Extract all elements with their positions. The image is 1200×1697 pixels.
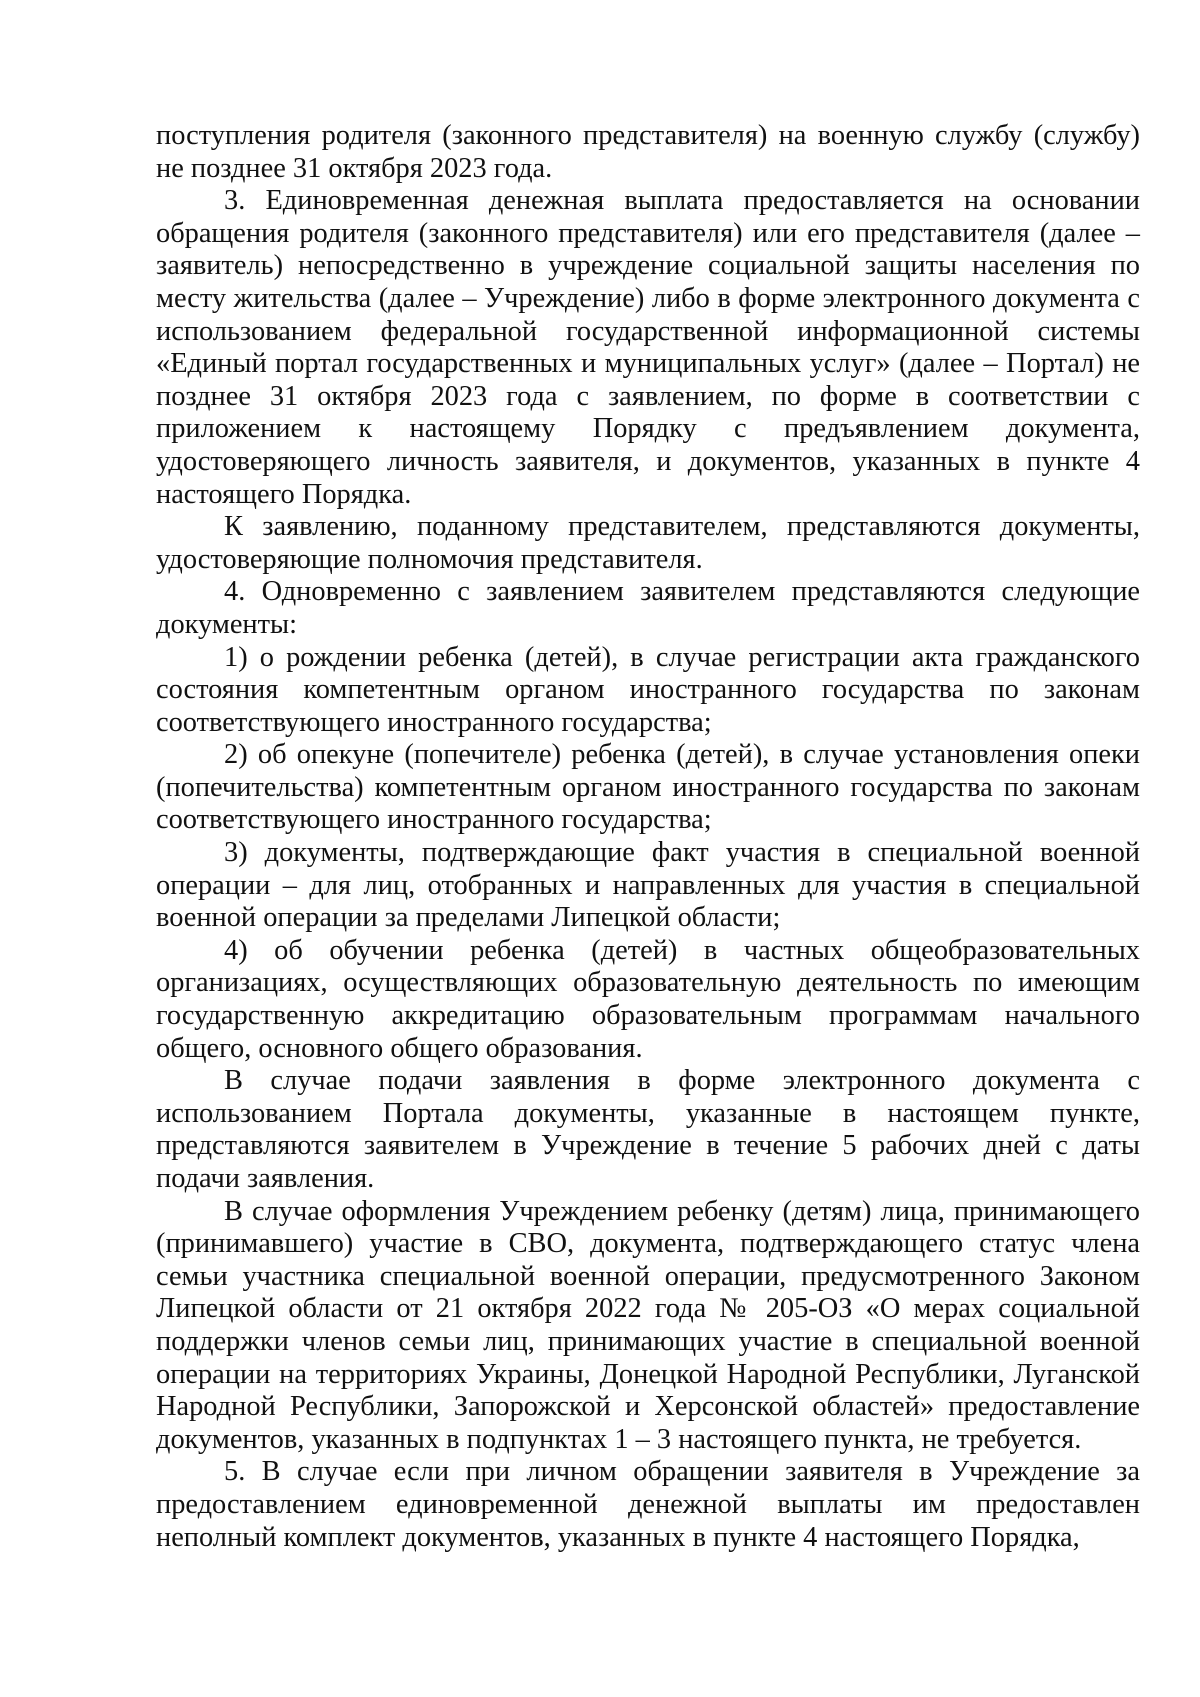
- paragraph-item-4: 4. Одновременно с заявлением заявителем представляются следующие документы:: [156, 576, 1140, 640]
- paragraph-svo-status: В случае оформления Учреждением ребенку (детям) лица, принимающего (принимавшего) участие в СВО, документа, подтверждающего статус члена семьи участника специальной военной операции, предусмотренного Законом Липецкой области от 21 октября 2022 года № 205-ОЗ «О мерах социальной поддержки членов семьи лиц, принимающих участие в специальной военной операции на территориях Украины, Донецкой Народной Республики, Луганской Народной Республики, Запорожской и Херсонской областей» предоставление документов, указанных в подпунктах 1 – 3 настоящего пункта, не требуется.: [156, 1195, 1140, 1455]
- paragraph-continuation: поступления родителя (законного представителя) на военную службу (службу) не позднее 31 октября 2023 года.: [156, 120, 1140, 184]
- subitem-2: 2) об опекуне (попечителе) ребенка (детей), в случае установления опеки (попечительства) компетентным органом иностранного государства по законам соответствующего иностранного государства;: [156, 739, 1140, 836]
- subitem-4: 4) об обучении ребенка (детей) в частных общеобразовательных организациях, осуществляющих образовательную деятельность по имеющим государственную аккредитацию образовательным программам начального общего, основного общего образования.: [156, 934, 1140, 1064]
- paragraph-electronic-submission: В случае подачи заявления в форме электронного документа с использованием Портала документы, указанные в настоящем пункте, представляются заявителем в Учреждение в течение 5 рабочих дней с даты подачи заявления.: [156, 1065, 1140, 1194]
- subitem-3: 3) документы, подтверждающие факт участия в специальной военной операции – для лиц, отобранных и направленных для участия в специальной военной операции за пределами Липецкой области;: [156, 837, 1140, 934]
- paragraph-representative: К заявлению, поданному представителем, представляются документы, удостоверяющие полномочия представителя.: [156, 511, 1140, 575]
- subitem-1: 1) о рождении ребенка (детей), в случае регистрации акта гражданского состояния компетентным органом иностранного государства по законам соответствующего иностранного государства;: [156, 641, 1140, 738]
- paragraph-item-5: 5. В случае если при личном обращении заявителя в Учреждение за предоставлением единовременной денежной выплаты им предоставлен неполный комплект документов, указанных в пункте 4 настоящего Порядка,: [156, 1456, 1140, 1553]
- paragraph-item-3: 3. Единовременная денежная выплата предоставляется на основании обращения родителя (законного представителя) или его представителя (далее – заявитель) непосредственно в учреждение социальной защиты населения по месту жительства (далее – Учреждение) либо в форме электронного документа с использованием федеральной государственной информационной системы «Единый портал государственных и муниципальных услуг» (далее – Портал) не позднее 31 октября 2023 года с заявлением, по форме в соответствии с приложением к настоящему Порядку с предъявлением документа, удостоверяющего личность заявителя, и документов, указанных в пункте 4 настоящего Порядка.: [156, 185, 1140, 510]
- document-page: [156, 120, 1140, 1554]
